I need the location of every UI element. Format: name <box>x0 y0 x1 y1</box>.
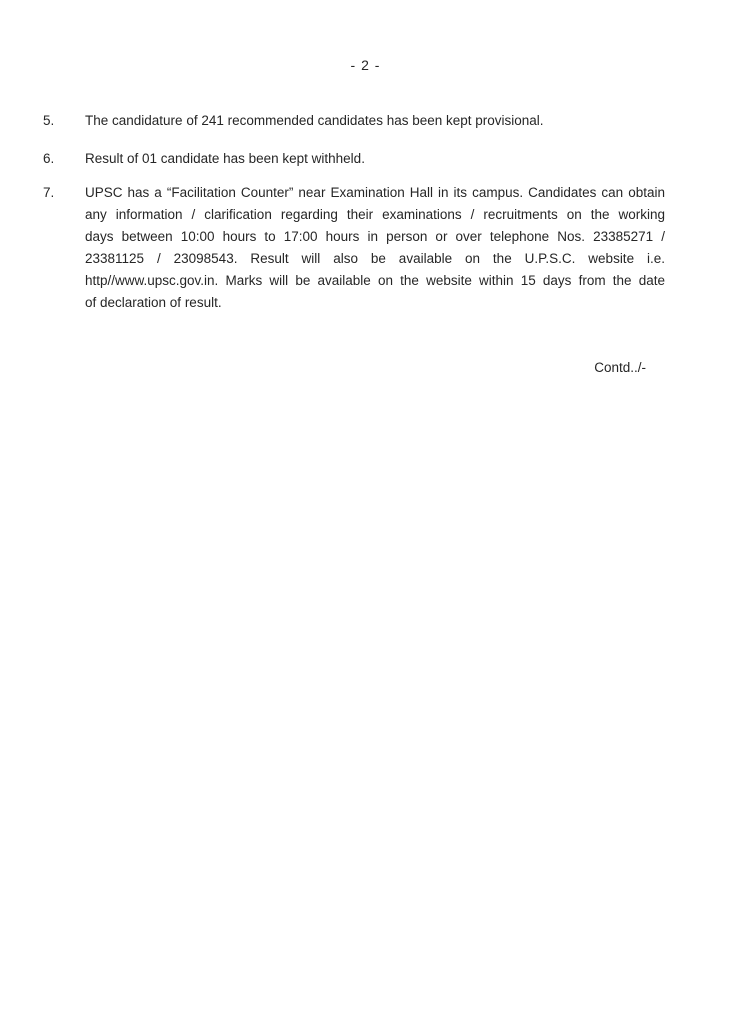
list-item-5 <box>43 110 665 132</box>
item-text <box>85 182 665 314</box>
item-text-line: Result of 01 candidate has been kept withheld. <box>85 151 365 166</box>
item-number: 5. <box>43 113 55 128</box>
item-text <box>85 148 665 170</box>
item-text-line: UPSC has a “Facilitation Counter” near Examination Hall in its campus. Candidates can obtain <box>85 185 665 200</box>
continuation-note: Contd../- <box>594 360 646 375</box>
numbered-list <box>0 110 731 314</box>
item-text-line: days between 10:00 hours to 17:00 hours in person or over telephone Nos. 23385271 / <box>85 229 665 244</box>
item-text-line: 23381125 / 23098543. Result will also be available on the U.P.S.C. website i.e. <box>85 251 665 266</box>
item-text-line: The candidature of 241 recommended candidates has been kept provisional. <box>85 113 544 128</box>
item-text-line: any information / clarification regarding their examinations / recruitments on the working <box>85 207 665 222</box>
item-text-line: of declaration of result. <box>85 295 222 310</box>
list-item-7 <box>43 182 665 314</box>
list-item-6 <box>43 148 665 170</box>
item-number: 7. <box>43 185 55 200</box>
page-number: - 2 - <box>350 57 381 73</box>
item-number: 6. <box>43 151 55 166</box>
item-text-line: http//www.upsc.gov.in. Marks will be available on the website within 15 days from the date <box>85 273 665 288</box>
item-text <box>85 110 665 132</box>
